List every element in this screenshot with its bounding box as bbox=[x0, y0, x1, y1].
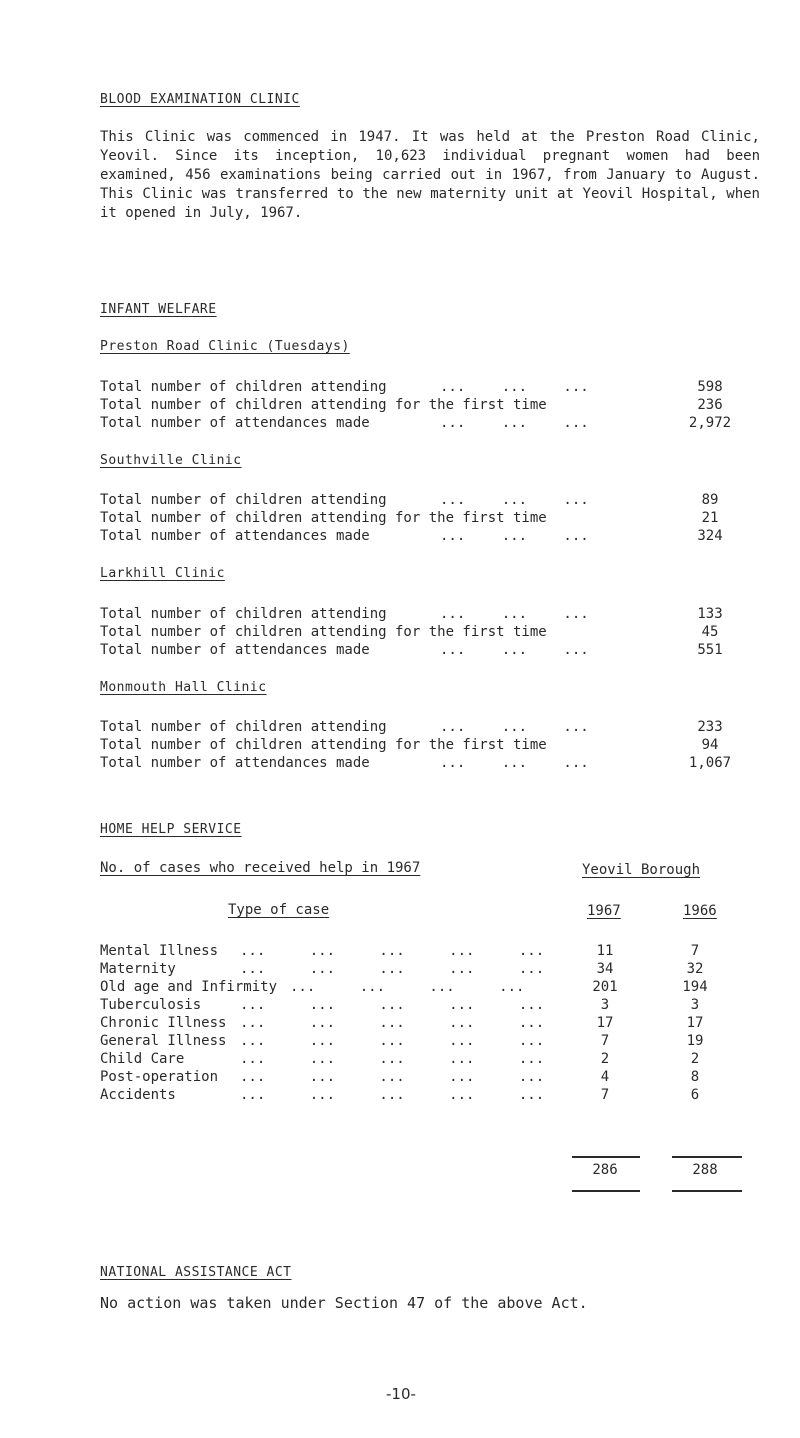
national-assistance-heading: NATIONAL ASSISTANCE ACT bbox=[100, 1265, 292, 1280]
value-1967: 17 bbox=[596, 1015, 614, 1031]
leader-dots: ... ... ... ... ... bbox=[240, 1015, 545, 1031]
table-row bbox=[100, 978, 790, 996]
total-rule-1967 bbox=[572, 1156, 640, 1158]
home-help-heading: HOME HELP SERVICE bbox=[100, 822, 242, 837]
value-1966: 194 bbox=[682, 979, 708, 995]
row-value: 233 bbox=[697, 719, 723, 735]
row-value: 45 bbox=[701, 624, 719, 640]
table-row bbox=[100, 960, 790, 978]
value-1966: 8 bbox=[690, 1069, 700, 1085]
clinic-row bbox=[100, 641, 740, 659]
value-1966: 2 bbox=[690, 1051, 700, 1067]
leader-dots: ... ... ... bbox=[440, 415, 589, 431]
leader-dots: ... ... ... ... ... bbox=[240, 1069, 545, 1085]
home-help-subheading: No. of cases who received help in 1967 bbox=[100, 860, 421, 876]
case-type: Child Care bbox=[100, 1051, 185, 1067]
table-row bbox=[100, 1032, 790, 1050]
year-1966-heading: 1966 bbox=[683, 903, 717, 919]
leader-dots: ... ... ... ... ... bbox=[240, 997, 545, 1013]
value-1967: 201 bbox=[592, 979, 618, 995]
home-help-table bbox=[100, 942, 790, 1104]
row-label: Total number of children attending for the first time bbox=[100, 737, 547, 753]
clinic-name-larkhill: Larkhill Clinic bbox=[100, 566, 225, 581]
leader-dots: ... ... ... bbox=[440, 755, 589, 771]
value-1967: 3 bbox=[600, 997, 610, 1013]
leader-dots: ... ... ... ... ... bbox=[240, 1051, 545, 1067]
leader-dots: ... ... ... ... ... bbox=[240, 943, 545, 959]
clinic-row bbox=[100, 736, 740, 754]
total-underline-1966 bbox=[672, 1190, 742, 1192]
value-1966: 32 bbox=[686, 961, 704, 977]
type-of-case-heading: Type of case bbox=[228, 902, 330, 918]
total-rule-1966 bbox=[672, 1156, 742, 1158]
row-value: 2,972 bbox=[688, 415, 732, 431]
leader-dots: ... ... ... bbox=[440, 492, 589, 508]
row-value: 324 bbox=[697, 528, 723, 544]
table-row bbox=[100, 1068, 790, 1086]
clinic-row bbox=[100, 754, 740, 772]
row-label: Total number of attendances made bbox=[100, 755, 370, 771]
leader-dots: ... ... ... bbox=[440, 642, 589, 658]
total-1967: 286 bbox=[592, 1162, 618, 1178]
total-underline-1967 bbox=[572, 1190, 640, 1192]
leader-dots: ... ... ... ... bbox=[290, 979, 525, 995]
row-value: 21 bbox=[701, 510, 719, 526]
table-row bbox=[100, 942, 790, 960]
row-value: 89 bbox=[701, 492, 719, 508]
clinic-name-preston-road: Preston Road Clinic (Tuesdays) bbox=[100, 339, 350, 354]
area-heading: Yeovil Borough bbox=[582, 862, 701, 878]
row-label: Total number of attendances made bbox=[100, 642, 370, 658]
national-assistance-text: No action was taken under Section 47 of the above Act. bbox=[100, 1294, 588, 1312]
table-row bbox=[100, 996, 790, 1014]
clinic-row bbox=[100, 605, 740, 623]
value-1966: 3 bbox=[690, 997, 700, 1013]
row-value: 236 bbox=[697, 397, 723, 413]
row-label: Total number of children attending for the first time bbox=[100, 510, 547, 526]
clinic-row bbox=[100, 396, 740, 414]
leader-dots: ... ... ... ... ... bbox=[240, 961, 545, 977]
clinic-row bbox=[100, 491, 740, 509]
value-1966: 6 bbox=[690, 1087, 700, 1103]
clinic-name-southville: Southville Clinic bbox=[100, 453, 242, 468]
leader-dots: ... ... ... ... ... bbox=[240, 1087, 545, 1103]
case-type: Tuberculosis bbox=[100, 997, 202, 1013]
row-value: 94 bbox=[701, 737, 719, 753]
case-type: Chronic Illness bbox=[100, 1015, 227, 1031]
row-label: Total number of children attending bbox=[100, 719, 387, 735]
row-value: 133 bbox=[697, 606, 723, 622]
value-1967: 34 bbox=[596, 961, 614, 977]
table-row bbox=[100, 1014, 790, 1032]
row-label: Total number of attendances made bbox=[100, 528, 370, 544]
row-label: Total number of attendances made bbox=[100, 415, 370, 431]
value-1966: 19 bbox=[686, 1033, 704, 1049]
value-1966: 7 bbox=[690, 943, 700, 959]
row-value: 551 bbox=[697, 642, 723, 658]
clinic-row bbox=[100, 718, 740, 736]
case-type: Post-operation bbox=[100, 1069, 219, 1085]
leader-dots: ... ... ... ... ... bbox=[240, 1033, 545, 1049]
row-label: Total number of children attending for the first time bbox=[100, 624, 547, 640]
year-1967-heading: 1967 bbox=[587, 903, 621, 919]
value-1967: 7 bbox=[600, 1033, 610, 1049]
row-label: Total number of children attending for the first time bbox=[100, 397, 547, 413]
clinic-row bbox=[100, 378, 740, 396]
value-1967: 11 bbox=[596, 943, 614, 959]
value-1967: 7 bbox=[600, 1087, 610, 1103]
table-row bbox=[100, 1050, 790, 1068]
infant-welfare-heading: INFANT WELFARE bbox=[100, 302, 217, 317]
case-type: Mental Illness bbox=[100, 943, 219, 959]
leader-dots: ... ... ... bbox=[440, 606, 589, 622]
case-type: Accidents bbox=[100, 1087, 176, 1103]
leader-dots: ... ... ... bbox=[440, 379, 589, 395]
clinic-row bbox=[100, 623, 740, 641]
clinic-name-monmouth-hall: Monmouth Hall Clinic bbox=[100, 680, 267, 695]
row-value: 598 bbox=[697, 379, 723, 395]
leader-dots: ... ... ... bbox=[440, 528, 589, 544]
value-1967: 2 bbox=[600, 1051, 610, 1067]
value-1966: 17 bbox=[686, 1015, 704, 1031]
row-value: 1,067 bbox=[688, 755, 732, 771]
clinic-row bbox=[100, 527, 740, 545]
case-type: Maternity bbox=[100, 961, 176, 977]
case-type: General Illness bbox=[100, 1033, 227, 1049]
clinic-row bbox=[100, 509, 740, 527]
row-label: Total number of children attending bbox=[100, 379, 387, 395]
row-label: Total number of children attending bbox=[100, 492, 387, 508]
table-row bbox=[100, 1086, 790, 1104]
blood-exam-paragraph: This Clinic was commenced in 1947. It was held at the Preston Road Clinic, Yeovil. Since its inception, 10,623 individual pregnant women had been examined, 456 examinations being carried out in 1967, from January to August. This Clinic was transferred to the new maternity unit at Yeovil Hospital, when it opened in July, 1967. bbox=[100, 129, 760, 221]
total-1966: 288 bbox=[692, 1162, 718, 1178]
clinic-row bbox=[100, 414, 740, 432]
value-1967: 4 bbox=[600, 1069, 610, 1085]
page-number: -10- bbox=[386, 1385, 416, 1403]
case-type: Old age and Infirmity bbox=[100, 979, 278, 995]
blood-exam-heading: BLOOD EXAMINATION CLINIC bbox=[100, 92, 300, 107]
row-label: Total number of children attending bbox=[100, 606, 387, 622]
leader-dots: ... ... ... bbox=[440, 719, 589, 735]
